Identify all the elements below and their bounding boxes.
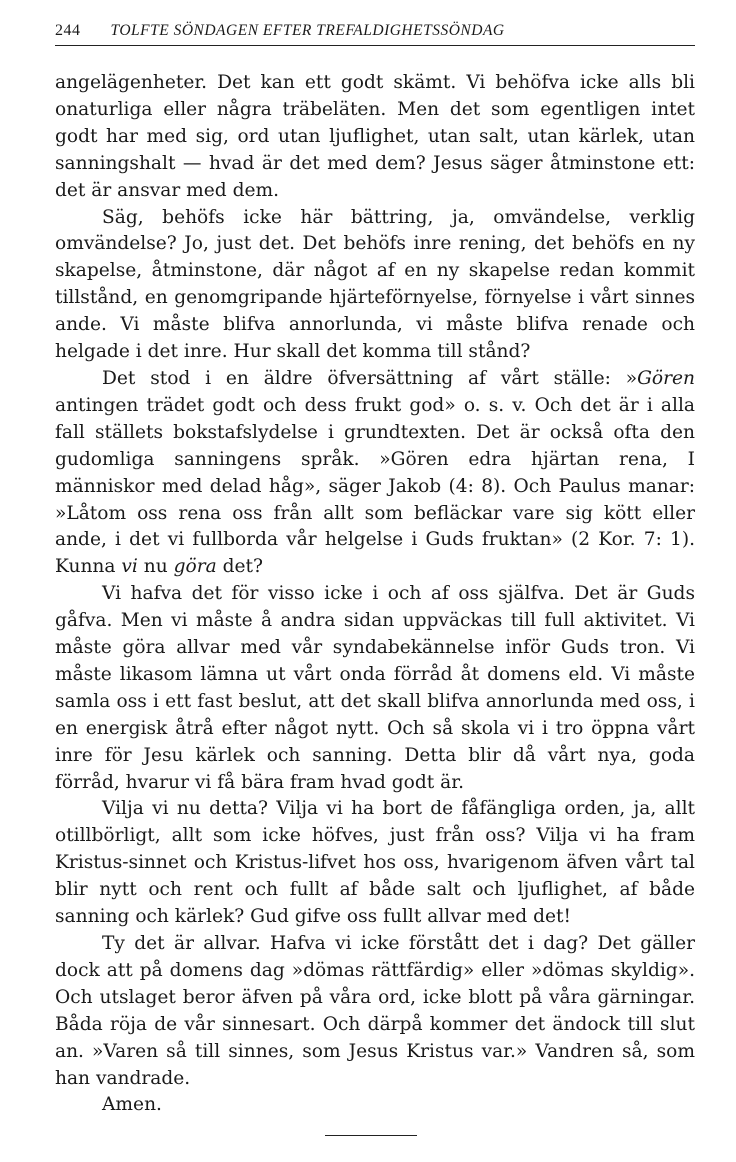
- paragraph-3-text-c: antingen trädet godt och dess frukt god» o. s. v. Och det är i alla fall ställets bokstafslydelse i grundtexten. Det är också ofta den gudomliga sanningens språk. »Gören edra hjärtan rena, I människor med delad håg», säger Jakob (4: 8). Och Paulus manar: »Låtom oss rena oss från allt som befläckar vare sig kött eller ande, i det vi fullborda vår helgelse i Guds fruktan» (2 Kor. 7: 1). Kunna: [55, 394, 695, 578]
- body-text: [55, 70, 695, 1119]
- paragraph-3-italic-gora: göra: [173, 556, 217, 578]
- end-rule: [325, 1135, 417, 1136]
- paragraph-3-text-e: nu: [137, 556, 174, 578]
- running-title: TOLFTE SÖNDAGEN EFTER TREFALDIGHETSSÖNDAG: [110, 22, 505, 39]
- paragraph-3-text-g: det?: [216, 556, 263, 578]
- paragraph-4: Vi hafva det för visso icke i och af oss själfva. Det är Guds gåfva. Men vi måste å andra sidan uppväckas till full aktivitet. Vi måste göra allvar med vår syndabekännelse inför Guds tron. Vi måste likasom lämna ut vårt onda förråd åt domens eld. Vi måste samla oss i ett fast beslut, att det skall blifva annorlunda med oss, i en energisk åtrå efter något nytt. Och så skola vi i tro öppna vårt inre för Jesu kärlek och sanning. Detta blir då vårt nya, goda förråd, hvarur vi få bära fram hvad godt är.: [55, 583, 695, 793]
- book-page: [55, 22, 695, 1136]
- paragraph-1: angelägenheter. Det kan ett godt skämt. Vi behöfva icke alls bli onaturliga eller några träbeläten. Men det som egentligen intet godt har med sig, ord utan ljuflighet, utan salt, utan kärlek, utan sanningshalt — hvad är det med dem? Jesus säger åtminstone ett: det är ansvar med dem.: [55, 72, 695, 201]
- page-number: 244: [55, 22, 81, 39]
- paragraph-3-italic-goren: Gören: [637, 367, 695, 389]
- paragraph-6: Ty det är allvar. Hafva vi icke förstått det i dag? Det gäller dock att på domens dag »dömas rättfärdig» eller »dömas skyldig». Och utslaget beror äfven på våra ord, icke blott på våra gärningar. Båda röja de vår sinnesart. Och därpå kommer det ändock till slut an. »Varen så till sinnes, som Jesus Kristus var.» Vandren så, som han vandrade.: [55, 933, 695, 1089]
- paragraph-2: Säg, behöfs icke här bättring, ja, omvändelse, verklig omvändelse? Jo, just det. Det behöfs inre rening, det behöfs en ny skapelse, åtminstone, där något af en ny skapelse redan kommit tillstånd, en genomgripande hjärteförnyelse, förnyelse i vårt sinnes ande. Vi måste blifva annorlunda, vi måste blifva renade och helgade i det inre. Hur skall det komma till stånd?: [55, 206, 695, 363]
- paragraph-5: Vilja vi nu detta? Vilja vi ha bort de fåfängliga orden, ja, allt otillbörligt, allt som icke höfves, just från oss? Vilja vi ha fram Kristus-sinnet och Kristus-lifvet hos oss, hvarigenom äfven vårt tal blir nytt och rent och fullt af både salt och ljuflighet, af både sanning och kärlek? Gud gifve oss fullt allvar med det!: [55, 798, 695, 928]
- paragraph-3-italic-vi: vi: [121, 556, 138, 578]
- paragraph-amen: Amen.: [102, 1094, 162, 1116]
- running-header: [55, 22, 695, 46]
- paragraph-3-text-a: Det stod i en äldre öfversättning af vårt ställe: »: [102, 367, 638, 389]
- paragraph-3: [55, 366, 695, 581]
